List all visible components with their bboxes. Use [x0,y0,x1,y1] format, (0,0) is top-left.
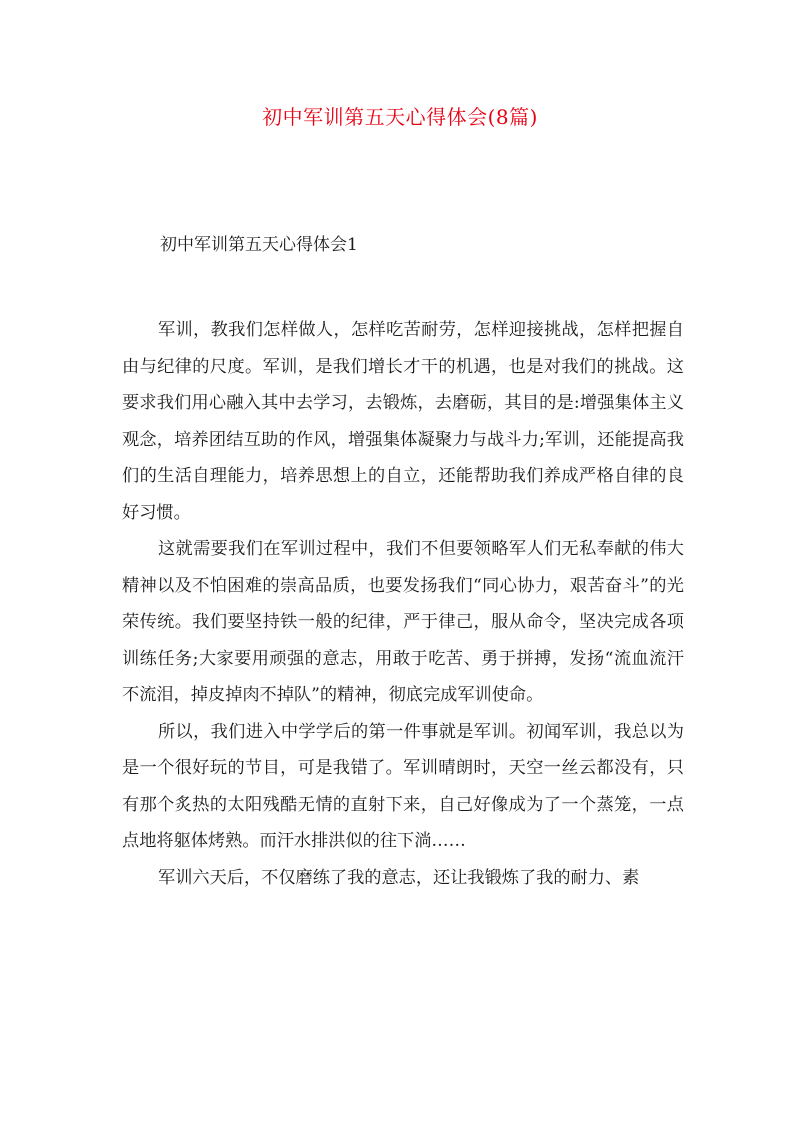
paragraph: 所以，我们进入中学学后的第一件事就是军训。初闻军训，我总以为是一个很好玩的节目，可是我错了。军训晴朗时，天空一丝云都没有，只有那个炙热的太阳残酷无情的直射下来，自己好像成为了一个蒸笼，一点点地将躯体烤熟。而汗水排洪似的往下淌…… [122,721,684,851]
paragraph: 军训六天后，不仅磨练了我的意志，还让我锻炼了我的耐力、素 [158,867,640,888]
section-heading: 初中军训第五天心得体会1 [160,235,358,255]
paragraph: 这就需要我们在军训过程中，我们不但要领略军人们无私奉献的伟大精神以及不怕困难的崇高品质，也要发扬我们“同心协力，艰苦奋斗”的光荣传统。我们要坚持铁一般的纪律，严于律己，服从命令，坚决完成各项训练任务;大家要用顽强的意志，用敢于吃苦、勇于拼搏，发扬“流血流汗不流泪，掉皮掉肉不掉队”的精神，彻底完成军训使命。 [122,539,684,705]
document-title: 初中军训第五天心得体会(8篇) [262,105,538,129]
body-text [122,312,684,896]
paragraph: 军训，教我们怎样做人，怎样吃苦耐劳，怎样迎接挑战，怎样把握自由与纪律的尺度。军训，是我们增长才干的机遇，也是对我们的挑战。这要求我们用心融入其中去学习，去锻炼，去磨砺，其目的是:增强集体主义观念，培养团结互助的作风，增强集体凝聚力与战斗力;军训，还能提高我们的生活自理能力，培养思想上的自立，还能帮助我们养成严格自律的良好习惯。 [122,320,684,523]
